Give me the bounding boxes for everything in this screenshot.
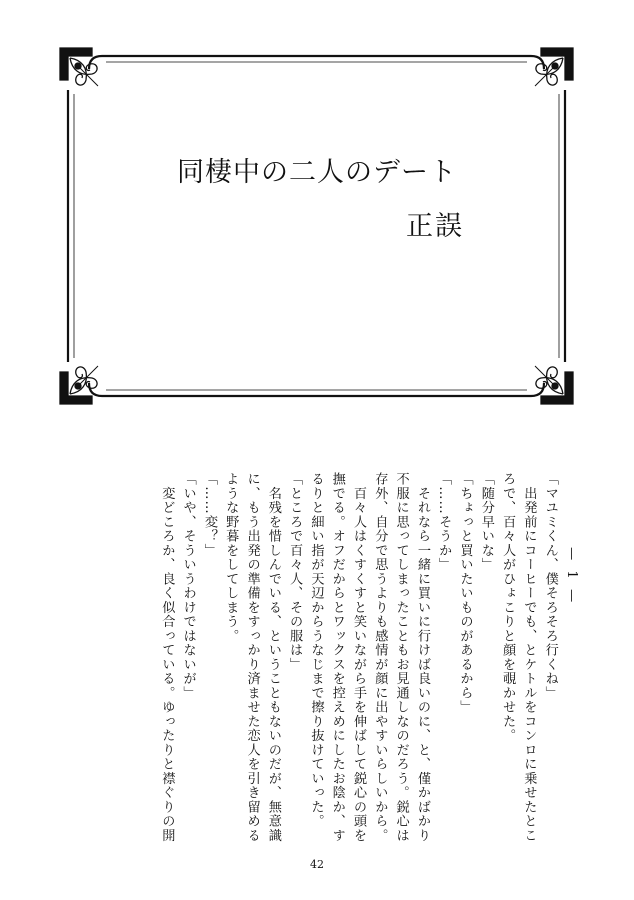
text-line: 「……そうか」 — [436, 472, 452, 572]
text-line: 「いや、そういうわけではないが」 — [180, 472, 196, 700]
page-title: 同棲中の二人のデート — [177, 157, 457, 188]
text-line: 名残を惜しんでいる、ということもないのだが、無意識 — [265, 472, 281, 843]
text-line: 変どころか、良く似合っている。ゆったりと襟ぐりの開 — [159, 472, 175, 843]
text-line: 百々人はくすくすと笑いながら手を伸ばして鋭心の頭を — [351, 472, 367, 843]
section-heading: — 1 — — [564, 547, 579, 606]
text-line: るりと細い指が天辺からうなじまで擦り抜けていった。 — [308, 472, 324, 829]
text-line: 「随分早いな」 — [478, 472, 494, 572]
text-line: 撫でる。オフだからとワックスを控えめにしたお陰か、す — [329, 472, 345, 843]
page-subtitle: 正誤 — [406, 211, 464, 242]
text-line: 不服に思ってしまったこともお見通しなのだろう。鋭心は — [393, 472, 409, 843]
text-line: 「マユミくん、僕そろそろ行くね」 — [542, 472, 558, 700]
text-line: それなら一緒に買いに行けば良いのに、と、僅かばかり — [414, 472, 430, 843]
text-line: に、もう出発の準備をすっかり済ませた恋人を引き留める — [244, 472, 260, 843]
text-line: ような野暮をしてしまう。 — [223, 472, 239, 643]
text-line: 存外、自分で思うよりも感情が顔に出やすいらしいから。 — [372, 472, 388, 843]
page-number: 42 — [310, 858, 324, 871]
text-line: 「……変？」 — [201, 472, 217, 558]
text-line: 出発前にコーヒーでも、とケトルをコンロに乗せたとこ — [521, 472, 537, 843]
text-line: 「ちょっと買いたいものがあるから」 — [457, 472, 473, 715]
text-line: 「ところで百々人、その服は」 — [287, 472, 303, 672]
text-line: ろで、百々人がひょこりと顔を覗かせた。 — [500, 472, 516, 743]
vertical-body-text — [52, 472, 582, 862]
